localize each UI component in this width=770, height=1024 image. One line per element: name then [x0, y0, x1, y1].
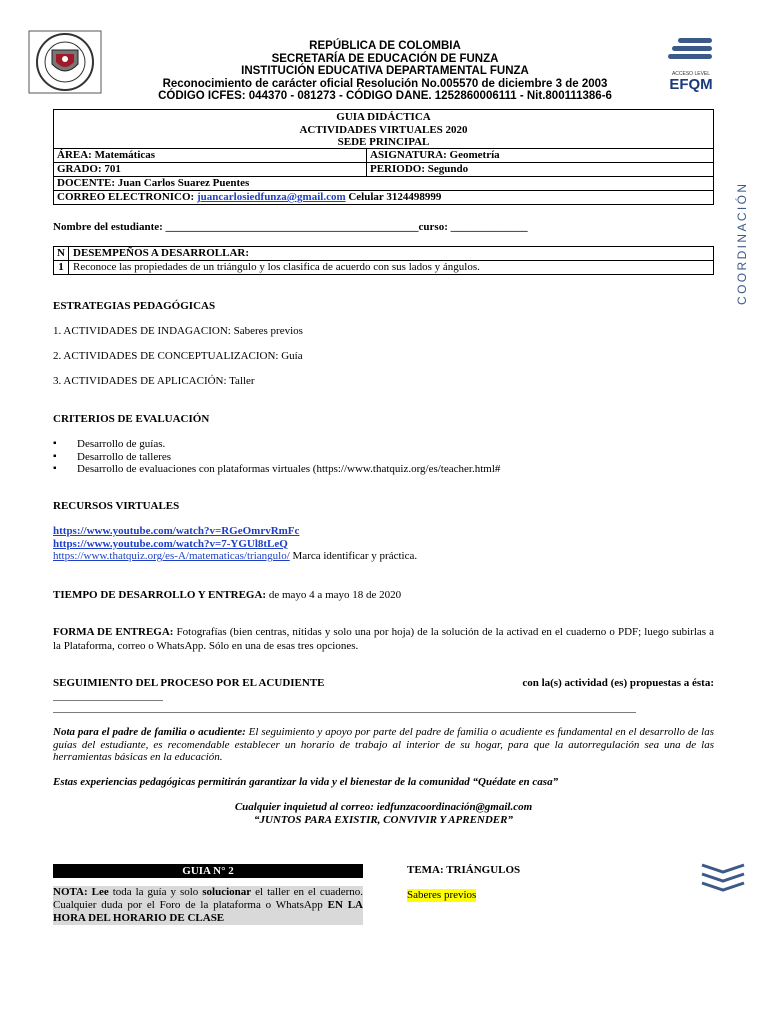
- efqm-small-text: ACCESO LEVEL: [671, 71, 711, 77]
- youtube-link-1[interactable]: https://www.youtube.com/watch?v=RGeOmrvRmFc: [53, 525, 300, 537]
- desempeno-text: Reconoce las propiedades de un triángulo y los clasifica de acuerdo con sus lados y ángulos.: [69, 261, 714, 275]
- chevron-down-icon: [698, 862, 748, 894]
- list-item: ▪ Desarrollo de talleres: [77, 451, 500, 464]
- header-resolucion: Reconocimiento de carácter oficial Resolución No.005570 de diciembre 3 de 2003: [162, 78, 608, 90]
- nota-box: [53, 886, 363, 925]
- side-coordinacion-label: COORDINACIÓN: [735, 181, 749, 305]
- thatquiz-link[interactable]: https://www.thatquiz.org/es-A/matematicas/triangulo/: [53, 550, 290, 562]
- grado-cell: GRADO: 701: [54, 163, 367, 177]
- correo-email-link[interactable]: juancarlosiedfunza@gmail.com: [196, 191, 346, 203]
- tiempo-line: [53, 589, 401, 601]
- inquietud-block: [53, 801, 714, 826]
- header-secretaria: SECRETARÍA DE EDUCACIÓN DE FUNZA: [271, 53, 499, 65]
- efqm-bars-icon: [664, 34, 718, 68]
- guia-sede: SEDE PRINCIPAL: [337, 136, 430, 148]
- list-item: ▪ Desarrollo de guías.: [77, 438, 500, 451]
- estrategia-item-2: 2. ACTIVIDADES DE CONCEPTUALIZACION: Guía: [53, 350, 303, 362]
- table-row: [54, 261, 714, 275]
- docente-cell: DOCENTE: Juan Carlos Suarez Puentes: [54, 177, 714, 191]
- asignatura-cell: ASIGNATURA: Geometría: [367, 149, 714, 163]
- forma-label: FORMA DE ENTREGA:: [53, 626, 174, 638]
- list-item: ▪ Desarrollo de evaluaciones con plataformas virtuales (https://www.thatquiz.org/es/teacher.html#: [77, 463, 500, 476]
- tema-title: TEMA: TRIÁNGULOS: [407, 864, 521, 876]
- seguimiento-block: [53, 677, 714, 715]
- efqm-text: EFQM: [669, 76, 713, 93]
- nota-padre-label: Nota para el padre de familia o acudiente:: [53, 726, 246, 738]
- guia-title: GUIA DIDÁCTICA: [336, 111, 431, 123]
- nota-lee: NOTA: Lee: [53, 886, 109, 898]
- school-crest-logo: [28, 30, 102, 94]
- forma-entrega: [53, 625, 714, 653]
- recursos-links: [53, 525, 417, 563]
- correo-label: CORREO ELECTRONICO:: [57, 191, 195, 203]
- info-table: [53, 148, 714, 205]
- youtube-link-2[interactable]: https://www.youtube.com/watch?v=7-YGUl8tLeQ: [53, 537, 288, 550]
- tiempo-label: TIEMPO DE DESARROLLO Y ENTREGA:: [53, 589, 267, 601]
- seguimiento-line-2: ____________________: [53, 689, 163, 702]
- nota-padre-value: El seguimiento y apoyo por parte del padre de familia o acudiente es fundamental en el desarrollo de las guías del estudiante, es recomendable establecer un horario de trabajo al interior de su hogar, para que la autorregulación sea una de las herramientas básicas en la educación.: [53, 726, 714, 763]
- header-institucion: INSTITUCIÓN EDUCATIVA DEPARTAMENTAL FUNZA: [241, 65, 529, 77]
- tiempo-value: de mayo 4 a mayo 18 de 2020: [266, 589, 402, 601]
- forma-value: Fotografías (bien centras, nítidas y solo una por hoja) de la solución de la activad en el cuaderno o PDF; luego subirlas a la Plataforma, correo o WhatsApp. Sólo en una de esas tres opciones.: [53, 626, 715, 652]
- desempenos-col-title: DESEMPEÑOS A DESARROLLAR:: [69, 247, 714, 261]
- estrategia-item-1: 1. ACTIVIDADES DE INDAGACION: Saberes previos: [53, 325, 303, 337]
- nota-text-1: toda la guía y solo: [108, 886, 203, 898]
- efqm-logo: [664, 34, 718, 96]
- correo-cell: [54, 191, 714, 205]
- lema-text: “JUNTOS PARA EXISTIR, CONVIVIR Y APRENDER”: [254, 813, 513, 826]
- celular-text: Celular 3124498999: [348, 191, 442, 203]
- recursos-title: RECURSOS VIRTUALES: [53, 500, 180, 512]
- guia-title-box: [53, 109, 714, 149]
- estrategia-item-3: 3. ACTIVIDADES DE APLICACIÓN: Taller: [53, 375, 255, 387]
- periodo-cell: PERIODO: Segundo: [367, 163, 714, 177]
- estrategias-title: ESTRATEGIAS PEDAGÓGICAS: [53, 300, 216, 312]
- seguimiento-line-3: __________________________________________________________________________________________________________: [53, 702, 636, 714]
- criterios-list: [53, 438, 500, 476]
- area-cell: ÁREA: Matemáticas: [54, 149, 367, 163]
- seguimiento-value: con la(s) actividad (es) propuestas a ésta:: [522, 677, 714, 689]
- student-name-line: Nombre del estudiante: ______________________________________________curso: ______________: [53, 221, 528, 233]
- nota-solucionar: solucionar: [202, 886, 252, 898]
- experiencias-text: Estas experiencias pedagógicas permitirán garantizar la vida y el bienestar de la comunidad “Quédate en casa”: [53, 776, 559, 788]
- desempenos-table: [53, 246, 714, 275]
- guia-2-bar: GUIA N° 2: [53, 864, 363, 878]
- header-codigos: CÓDIGO ICFES: 044370 - 081273 - CÓDIGO DANE. 1252860006111 - Nit.800111386-6: [158, 90, 612, 102]
- saberes-previos-label: Saberes previos: [407, 889, 477, 901]
- thatquiz-note: Marca identificar y práctica.: [289, 550, 418, 562]
- guia-subtitle: ACTIVIDADES VIRTUALES 2020: [299, 123, 468, 136]
- criterios-title: CRITERIOS DE EVALUACIÓN: [53, 413, 210, 425]
- nota-text-2: el taller en el cuaderno. Cualquier duda por el Foro de la plataforma o WhatsApp: [53, 886, 363, 911]
- desempeno-number: 1: [54, 261, 69, 275]
- nota-horario: EN LA HORA DEL HORARIO DE CLASE: [53, 899, 364, 924]
- nota-padre: [53, 726, 714, 764]
- seguimiento-label: SEGUIMIENTO DEL PROCESO POR EL ACUDIENTE: [53, 677, 325, 689]
- inquietud-text: Cualquier inquietud al correo: iedfunzacoordinación@gmail.com: [234, 801, 533, 813]
- header-republic: REPÚBLICA DE COLOMBIA: [309, 40, 461, 52]
- desempenos-col-n: N: [54, 247, 69, 261]
